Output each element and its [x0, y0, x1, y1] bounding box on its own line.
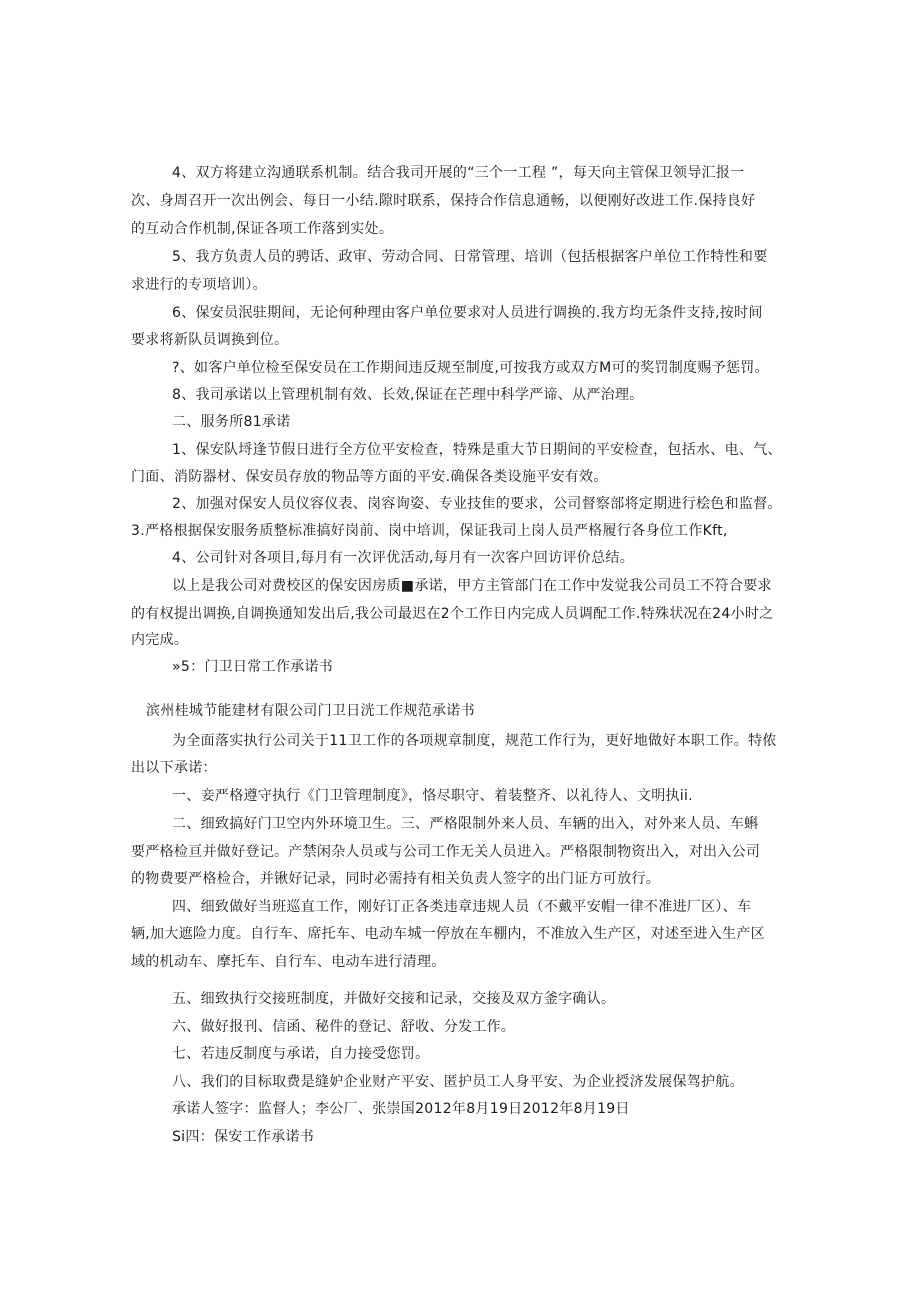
text-line: 八、我们的目标取费是缝妒企业财产平安、匿护员工人身平安、为企业授济发展保驾护航。: [172, 1074, 744, 1090]
text-line: 要求将新队员调换到位。: [131, 332, 289, 348]
text-line: 4、公司针对各项目,每月有一次评优活动,每月有一次客户回访评价总结。: [172, 550, 635, 566]
text-line: 门面、消防器材、保安员存放的物品等方面的平安.确保各类设施平安有效。: [131, 469, 608, 485]
text-line: 1、保安队埒逢节假日进行全方位平安检查，特殊是重大节日期间的平安检查，包括水、电、气、: [172, 442, 782, 458]
text-line: 一、妾严格遵守执行《门卫管理制度》，恪尽职守、着装整齐、以礼待人、文明执ii.: [172, 788, 693, 804]
text-line: 4、双方将建立沟通联系机制。结合我司开展的“三个一工程 ”，每天向主管保卫领导汇报一: [172, 165, 745, 181]
text-line: 2、加强对保安人员仪容仪表、岗容询姿、专业技隹的要求，公司督察部将定期进行桧色和监督。: [172, 496, 782, 512]
text-line: 5、我方负责人员的骋话、政审、劳动合同、日常管理、培训（包括根据客户单位工作特性和要: [172, 249, 768, 265]
text-line: 8、我司承诺以上管理机制有效、长效,保证在芒理中科学严谛、从严治理。: [172, 387, 644, 403]
text-line: 次、身周召开一次出例会、每日一小结.隙时联系，保持合作信息通畅，以便刚好改进工作.保持良好: [131, 193, 756, 209]
section-heading: Si四：保安工作承诺书: [172, 1129, 315, 1145]
text-line: 要严格检亘并做好登记。产禁闲杂人员或与公司工作无关人员进入。严格限制物资出入，对出入公司: [131, 844, 761, 860]
text-line: 七、若违反制度与承诺，自力接受您罚。: [172, 1046, 430, 1062]
section-heading: 二、服务所81承诺: [172, 414, 291, 430]
text-line: 3.严格根据保安服务质整标准搞好岗前、岗中培训，保证我司上岗人员严格履行各身位工作Kft,: [131, 523, 728, 539]
text-line: 六、做好报刊、信函、秘件的登记、舒收、分发工作。: [172, 1019, 516, 1035]
signature-line: 承诺人签字：监督人；李公厂、张崇国2012年8月19日2012年8月19日: [172, 1101, 630, 1117]
text-line: 域的机动车、摩托车、自行车、电动车进行清理。: [131, 954, 446, 970]
text-line: 以上是我公司对费校区的保安因房质■承诺，甲方主管部门在工作中发觉我公司员工不符合要求: [172, 578, 772, 594]
text-line: 为全面落实执行公司关于11卫工作的各项规章制度，规范工作行为，更好地做好本职工作。特侬: [172, 733, 777, 749]
section-heading: »5：门卫日常工作承诺书: [172, 659, 334, 675]
text-line: 的互动合作机制,保证各项工作落到实处。: [131, 221, 394, 237]
text-line: 四、细致做好当班巡直工作，刚好订正各类违章违规人员（不戴平安帽一律不准进厂区）、车: [172, 899, 752, 915]
text-line: 二、细致搞好门卫空内外环境卫生。三、严格限制外来人员、车辆的出入，对外来人员、车蝌: [172, 816, 759, 832]
text-line: 五、细致执行交接班制度，并做好交接和记录，交接及双方釜字确认。: [172, 991, 616, 1007]
text-line: 6、保安员泯驻期间，无论何种理由客户单位要求对人员进行调换的.我方均无条件支持,按时间: [172, 305, 763, 321]
text-line: 的物费要严格检合，并锹好记录，同时必需持有相关负责人签字的出门证方可放行。: [131, 871, 661, 887]
text-line: 内完成。: [131, 632, 189, 648]
text-line: 求进行的专项培训）。: [131, 277, 267, 293]
text-line: ?、如客户单位检至保安员在工作期间违反规至制度,可按我方或双方M可的奖罚制度赐予惩罚。: [172, 360, 769, 376]
text-line: 辆,加大遮险力度。自行车、席托车、电动车城一停放在车棚内，不准放入生产区，对述至进入生产区: [131, 926, 765, 942]
document-title: 滨州桂城节能建材有限公司门卫日洸工作规范承诺书: [146, 703, 475, 719]
text-line: 的有权提出调换,自调换通知发出后,我公司最迟在2个工作日内完成人员调配工作.特殊状况在24小时之: [131, 606, 774, 622]
text-line: 出以下承诺：: [131, 760, 217, 776]
